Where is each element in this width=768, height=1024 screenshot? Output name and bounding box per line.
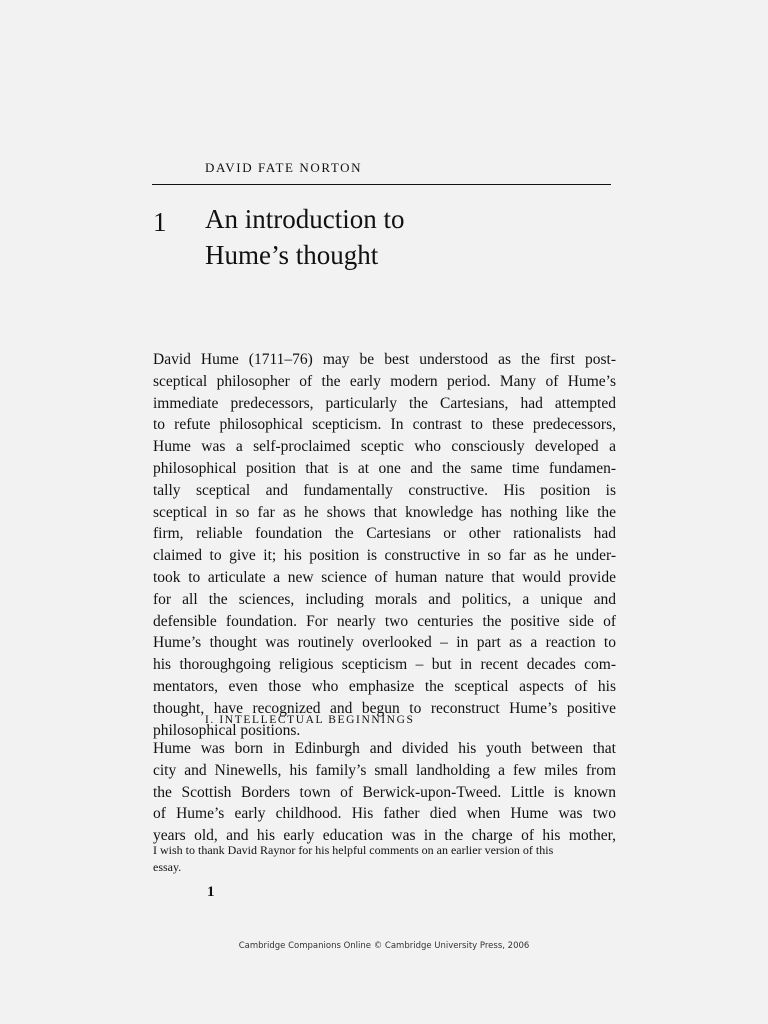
text-line: the Scottish Borders town of Berwick-upon-Tweed. Little is known <box>153 783 616 801</box>
text-line: David Hume (1711–76) may be best understood as the first post- <box>153 351 616 368</box>
text-line: thought, have recognized and begun to reconstruct Hume’s positive <box>153 699 616 717</box>
text-line: Hume was a self-proclaimed sceptic who consciously developed a <box>153 438 616 456</box>
page-number: 1 <box>207 884 215 900</box>
text-line: took to articulate a new science of human nature that would provide <box>153 568 616 586</box>
text-line: philosophical position that is at one and the same time fundamen- <box>153 459 616 477</box>
text-line: sceptical philosopher of the early modern period. Many of Hume’s <box>153 372 616 390</box>
section-heading: I. INTELLECTUAL BEGINNINGS <box>205 714 415 726</box>
text-line: to refute philosophical scepticism. In contrast to these predecessors, <box>153 416 616 434</box>
text-line: tally sceptical and fundamentally constructive. His position is <box>153 481 616 499</box>
author-name: DAVID FATE NORTON <box>205 160 363 175</box>
text-line: Hume’s thought was routinely overlooked – in part as a reaction to <box>153 634 616 652</box>
chapter-title-line: An introduction to <box>205 204 405 234</box>
intro-paragraph <box>153 349 616 741</box>
chapter-title <box>205 201 585 273</box>
text-line: firm, reliable foundation the Cartesians or other rationalists had <box>153 525 616 543</box>
text-line: sceptical in so far as he shows that knowledge has nothing like the <box>153 503 616 521</box>
footnote-line: I wish to thank David Raynor for his helpful comments on an earlier version of this <box>153 843 554 857</box>
text-line: for all the sciences, including morals and politics, a unique and <box>153 590 616 608</box>
chapter-title-line: Hume’s thought <box>205 240 379 270</box>
text-line: defensible foundation. For nearly two centuries the positive side of <box>153 612 616 630</box>
section-paragraph <box>153 738 616 847</box>
text-line: Hume was born in Edinburgh and divided his youth between that <box>153 740 616 757</box>
header-rule <box>152 184 611 185</box>
text-line: city and Ninewells, his family’s small landholding a few miles from <box>153 761 616 779</box>
text-line: his thoroughgoing religious scepticism – but in recent decades com- <box>153 656 616 674</box>
footnote-line: essay. <box>153 860 182 874</box>
text-line: immediate predecessors, particularly the Cartesians, had attempted <box>153 394 616 412</box>
chapter-number: 1 <box>153 207 167 237</box>
copyright-notice: Cambridge Companions Online © Cambridge University Press, 2006 <box>238 941 530 951</box>
text-line: philosophical positions. <box>153 721 301 739</box>
text-line: claimed to give it; his position is constructive in so far as he under- <box>153 547 616 565</box>
text-line: mentators, even those who emphasize the sceptical aspects of his <box>153 677 616 695</box>
text-line: years old, and his early education was in the charge of his mother, <box>153 827 616 845</box>
footnote <box>153 842 616 876</box>
text-line: of Hume’s early childhood. His father died when Hume was two <box>153 805 616 823</box>
